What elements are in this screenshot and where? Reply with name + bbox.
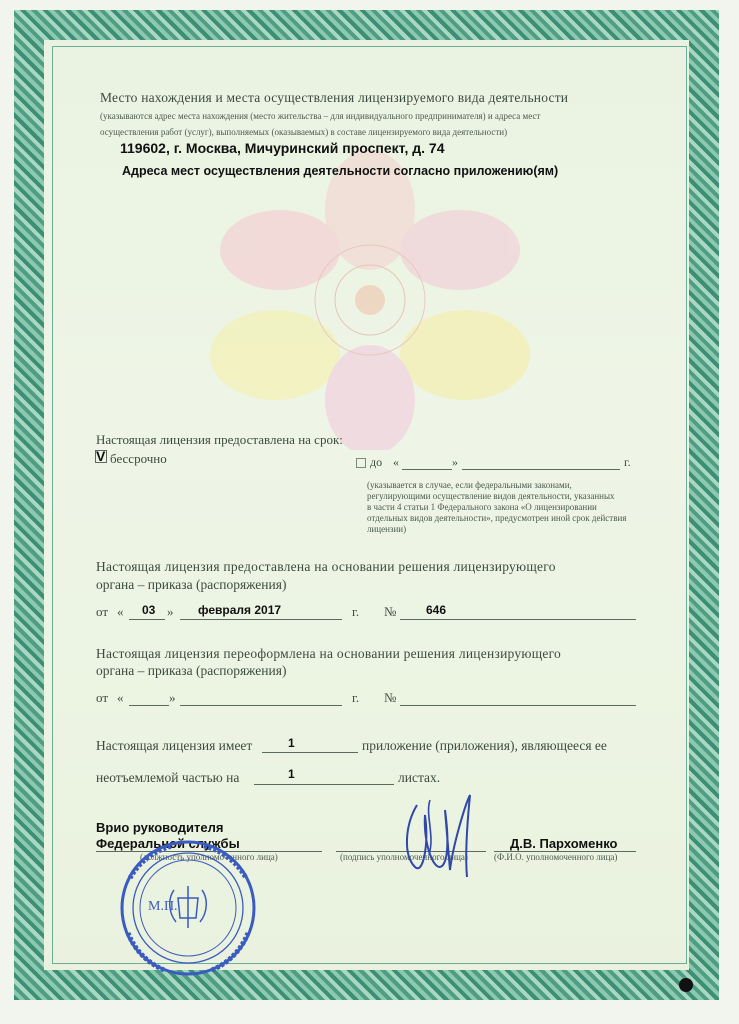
reissue-date-line xyxy=(180,705,342,706)
term-label: Настоящая лицензия предоставлена на срок: xyxy=(96,432,343,447)
reissue-number-line xyxy=(400,705,636,706)
term-note-line1: (указывается в случае, если федеральными законами, xyxy=(367,480,572,490)
until-quote-close: » xyxy=(452,455,458,469)
reissue-day-line xyxy=(129,705,169,706)
term-note-line2: регулирующими осуществление видов деятельности, указанных xyxy=(367,491,615,501)
check-mark: V xyxy=(96,448,106,464)
rosette-watermark xyxy=(205,150,535,450)
appendix-line1-prefix: Настоящая лицензия имеет xyxy=(96,738,253,753)
appendix-count: 1 xyxy=(288,736,295,750)
appendix-line1-suffix: приложение (приложения), являющееся ее xyxy=(362,738,607,753)
address: 119602, г. Москва, Мичуринский проспект, д. 74 xyxy=(120,140,445,156)
reissue-line1: Настоящая лицензия переоформлена на основании решения лицензирующего xyxy=(96,646,562,661)
term-note-line5: лицензии) xyxy=(367,524,407,534)
basis-number: 646 xyxy=(426,603,447,617)
appendix-count-line xyxy=(262,752,358,753)
basis-number-sign: № xyxy=(384,604,397,619)
basis-line2: органа – приказа (распоряжения) xyxy=(96,577,287,592)
reissue-number-sign: № xyxy=(384,690,397,705)
until-prefix: до xyxy=(370,455,383,469)
basis-day-line xyxy=(129,619,165,620)
signatory-name: Д.В. Пархоменко xyxy=(510,836,618,851)
reissue-line2: органа – приказа (распоряжения) xyxy=(96,663,287,678)
basis-year-suffix: г. xyxy=(352,604,360,619)
until-date-line xyxy=(462,469,620,470)
basis-from: от xyxy=(96,604,109,619)
indefinite-label: бессрочно xyxy=(110,451,167,466)
basis-quote-open: « xyxy=(117,604,124,619)
reissue-quote-open: « xyxy=(117,690,124,705)
position-line1: Врио руководителя xyxy=(96,820,224,835)
basis-line1: Настоящая лицензия предоставлена на основании решения лицензирующего xyxy=(96,559,556,574)
reissue-year-suffix: г. xyxy=(352,690,360,705)
until-day-line xyxy=(402,469,452,470)
appendix-sheets-line xyxy=(254,784,394,785)
official-seal-stamp xyxy=(112,838,264,978)
addresses-note: Адреса мест осуществления деятельности согласно приложению(ям) xyxy=(122,164,559,178)
binding-hole xyxy=(679,978,693,992)
seal-mark: М.П. xyxy=(148,899,178,914)
basis-month-year: февраля 2017 xyxy=(198,603,282,617)
signature-caption: (подпись уполномоченного лица) xyxy=(340,852,468,862)
appendix-line2-prefix: неотъемлемой частью на xyxy=(96,770,240,785)
location-note-line1: (указываются адрес места нахождения (место жительства – для индивидуального предпринимателя) и адреса мест xyxy=(100,111,541,121)
until-quote-open: « xyxy=(393,455,399,469)
basis-day: 03 xyxy=(142,603,156,617)
position-caption: (должность уполномоченного лица) xyxy=(140,852,278,862)
position-line2: Федеральной службы xyxy=(96,836,240,851)
until-year-suffix: г. xyxy=(624,455,631,469)
basis-quote-close: » xyxy=(167,604,174,619)
appendix-sheets: 1 xyxy=(288,767,295,781)
basis-number-line xyxy=(400,619,636,620)
term-note-line3: в части 4 статьи 1 Федерального закона «О лицензировании xyxy=(367,502,597,512)
reissue-quote-close: » xyxy=(169,690,176,705)
name-caption: (Ф.И.О. уполномоченного лица) xyxy=(494,852,618,862)
indefinite-checkbox xyxy=(95,450,107,463)
location-heading: Место нахождения и места осуществления лицензируемого вида деятельности xyxy=(100,90,569,105)
until-checkbox xyxy=(356,458,366,468)
reissue-from: от xyxy=(96,690,109,705)
handwritten-signature xyxy=(395,785,495,885)
basis-date-line xyxy=(180,619,342,620)
appendix-line2-suffix: листах. xyxy=(398,770,441,785)
term-note-line4: отдельных видов деятельности», предусмотрен иной срок действия xyxy=(367,513,627,523)
location-note-line2: осуществления работ (услуг), выполняемых (оказываемых) в составе лицензируемого вида деятельности) xyxy=(100,127,508,137)
